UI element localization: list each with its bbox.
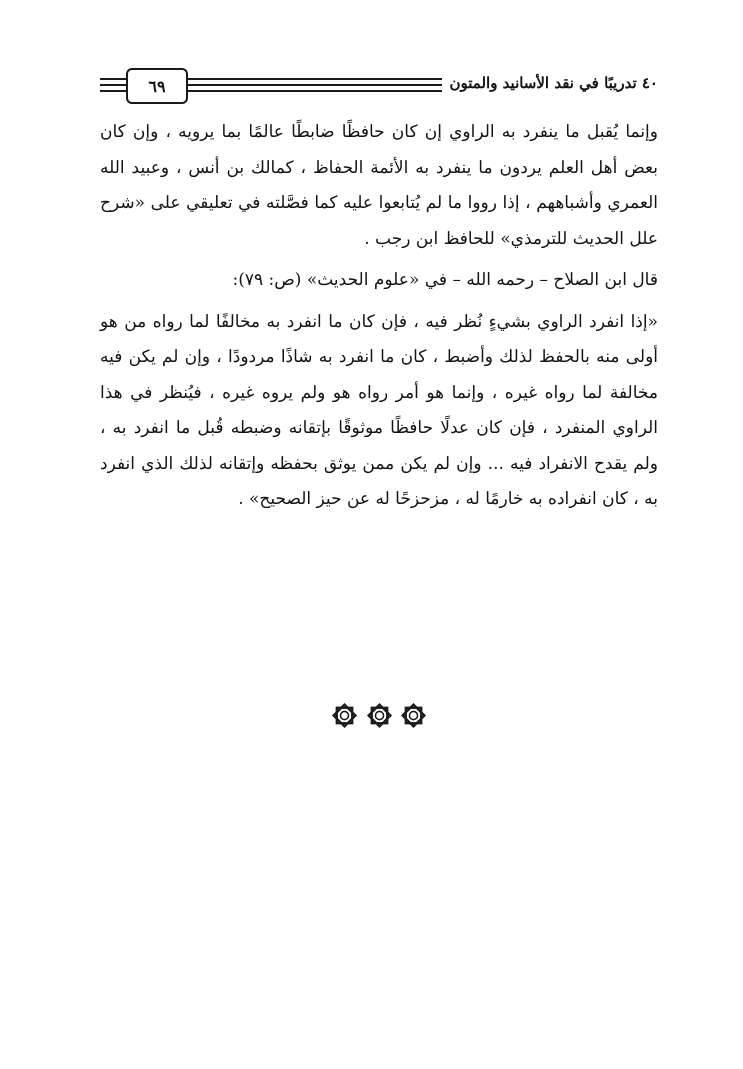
- body-text: [100, 115, 658, 518]
- octagram-flower-icon: [366, 702, 393, 729]
- octagram-flower-icon: [400, 702, 427, 729]
- octagram-flower-icon: [331, 702, 358, 729]
- paragraph-3-quotation: «إذا انفرد الراوي بشيءٍ نُظر فيه ، فإن كان ما انفرد به مخالفًا لما رواه من هو أولى منه بالحفظ لذلك وأضبط ، كان ما انفرد به شاذًا مردودًا ، وإن لم يكن فيه مخالفة لما رواه غيره ، وإنما هو أمر رواه هو ولم يروه غيره ، فيُنظر في هذا الراوي المنفرد ، فإن كان عدلًا حافظًا موثوقًا بإتقانه وضبطه قُبل ما انفرد به ، ولم يقدح الانفراد فيه ... وإن لم يكن ممن يوثق بحفظه وإتقانه لذلك الذي انفرد به ، كان انفراده به خارمًا له ، مزحزحًا له عن حيز الصحيح» .: [100, 311, 658, 509]
- page-header: [100, 68, 658, 108]
- paragraph-1: وإنما يُقبل ما ينفرد به الراوي إن كان حافظًا ضابطًا عالمًا بما يرويه ، وإن كان بعض أهل العلم يردون ما ينفرد به الأئمة الحفاظ ، كمالك بن أنس ، وعبيد الله العمري وأشباههم ، إذا رووا ما لم يُتابعوا عليه كما فصَّلته في تعليقي على «شرح علل الحديث للترمذي» للحافظ ابن رجب .: [100, 122, 658, 249]
- section-end-ornament: [331, 700, 427, 730]
- page-number: ٦٩: [126, 68, 188, 104]
- running-title: ٤٠ تدريبًا في نقد الأسانيد والمتون: [442, 74, 659, 92]
- paragraph-2: قال ابن الصلاح – رحمه الله – في «علوم الحديث» (ص: ٧٩):: [232, 270, 658, 290]
